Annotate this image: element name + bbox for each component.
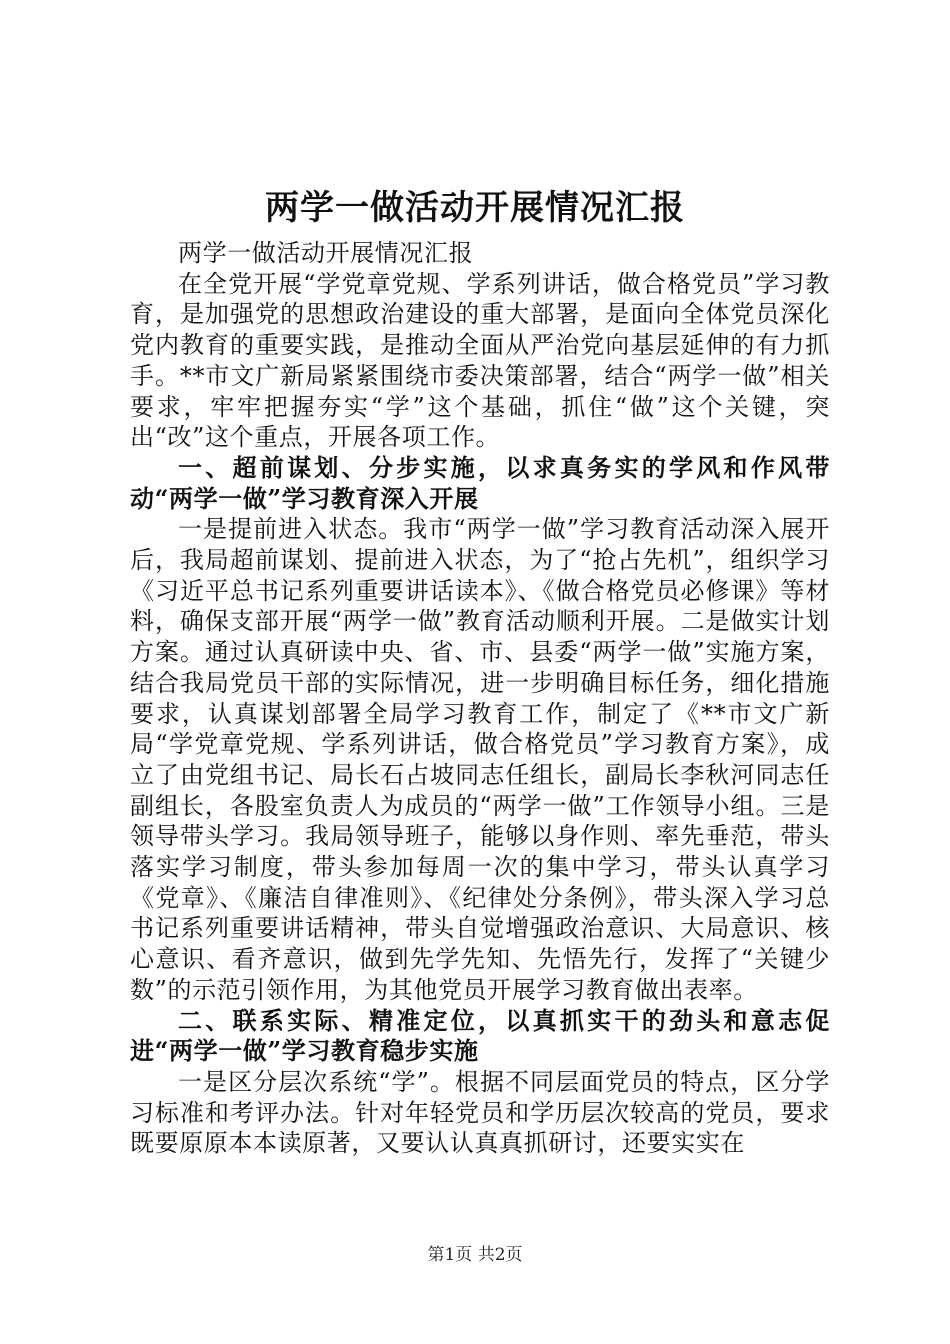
document-body bbox=[130, 238, 830, 1159]
page-footer: 第1页 共2页 bbox=[427, 1245, 523, 1265]
intro-paragraph: 在全党开展“学党章党规、学系列讲话，做合格党员”学习教育，是加强党的思想政治建设的重大部署，是面向全体党员深化党内教育的重要实践，是推动全面从严治党向基层延伸的有力抓手。**市文广新局紧紧围绕市委决策部署，结合“两学一做”相关要求，牢牢把握夯实“学”这个基础，抓住“做”这个关键，突出“改”这个重点，开展各项工作。 bbox=[130, 269, 830, 452]
document-title: 两学一做活动开展情况汇报 bbox=[265, 188, 685, 228]
section-2-paragraph: 一是区分层次系统“学”。根据不同层面党员的特点，区分学习标准和考评办法。针对年轻党员和学历层次较高的党员，要求既要原原本本读原著，又要认认真真抓研讨，还要实实在 bbox=[130, 1067, 830, 1158]
section-1-paragraph: 一是提前进入状态。我市“两学一做”学习教育活动深入展开后，我局超前谋划、提前进入状态，为了“抢占先机”，组织学习《习近平总书记系列重要讲话读本》、《做合格党员必修课》等材料，确保支部开展“两学一做”教育活动顺利开展。二是做实计划方案。通过认真研读中央、省、市、县委“两学一做”实施方案，结合我局党员干部的实际情况，进一步明确目标任务，细化措施要求，认真谋划部署全局学习教育工作，制定了《**市文广新局“学党章党规、学系列讲话，做合格党员”学习教育方案》，成立了由党组书记、局长石占坡同志任组长，副局长李秋河同志任副组长，各股室负责人为成员的“两学一做”工作领导小组。三是领导带头学习。我局领导班子，能够以身作则、率先垂范，带头落实学习制度，带头参加每周一次的集中学习，带头认真学习《党章》、《廉洁自律准则》、《纪律处分条例》，带头深入学习总书记系列重要讲话精神，带头自觉增强政治意识、大局意识、核心意识、看齐意识，做到先学先知、先悟先行，发挥了“关键少数”的示范引领作用，为其他党员开展学习教育做出表率。 bbox=[130, 515, 830, 1004]
subtitle-paragraph: 两学一做活动开展情况汇报 bbox=[178, 239, 474, 267]
section-heading-2: 二、联系实际、精准定位，以真抓实干的劲头和意志促进“两学一做”学习教育稳步实施 bbox=[130, 1005, 830, 1066]
section-heading-1: 一、超前谋划、分步实施，以求真务实的学风和作风带动“两学一做”学习教育深入开展 bbox=[130, 452, 830, 513]
